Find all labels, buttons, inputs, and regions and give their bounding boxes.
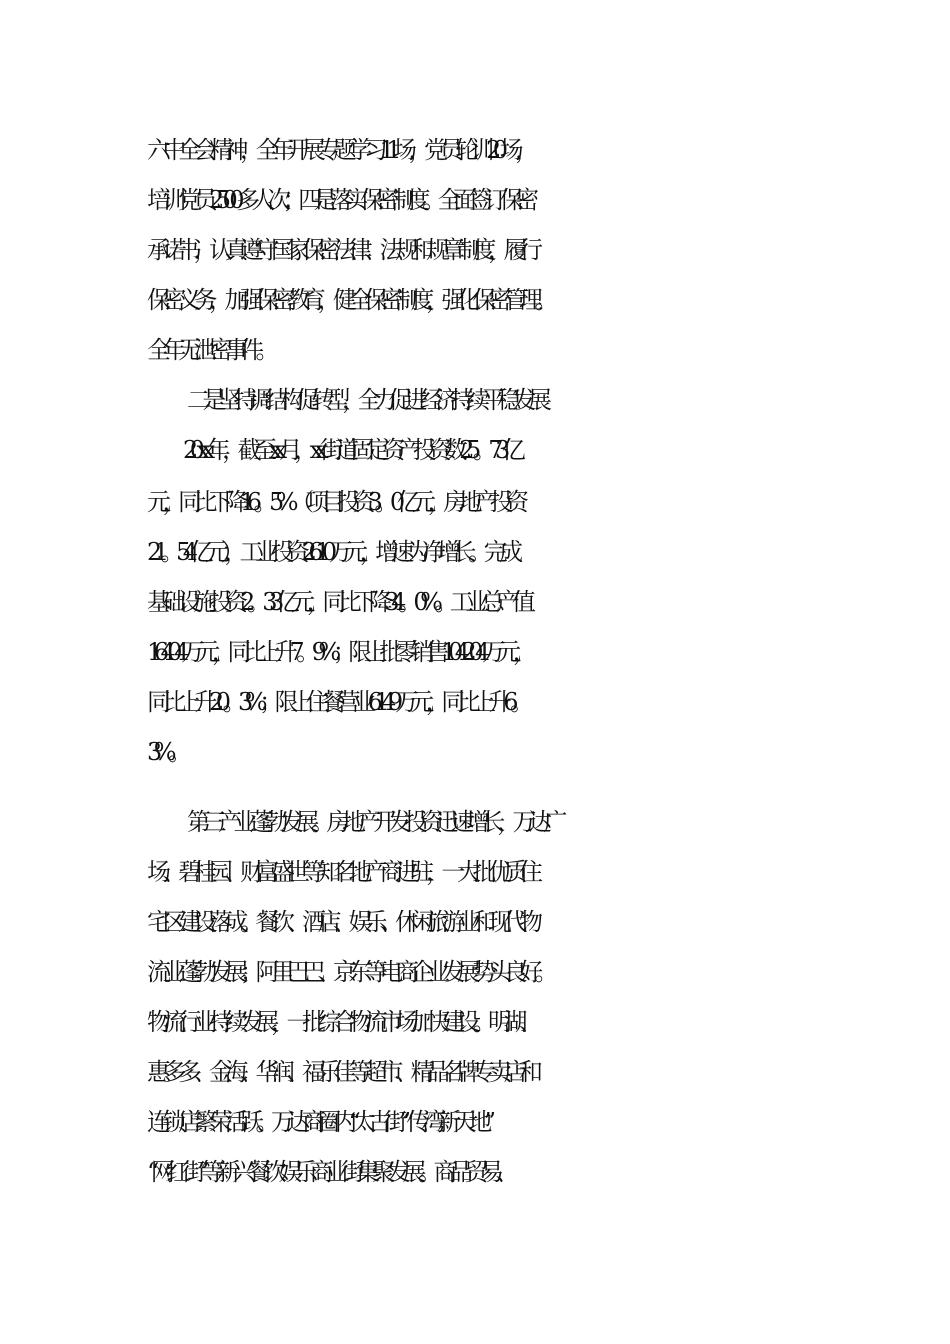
text-line: “网红街”等新兴餐饮娱乐商业街集聚发展。商品贸易、 [147,1158,512,1186]
text-line: 六中全会精神，全年开展专题学习11场，党员轮训20场， [147,136,531,164]
text-line: 3%。 [147,738,184,766]
text-line: 培训党员2500多人次；四是落实保密制度。全面签订保密 [147,186,531,214]
text-line: 元，同比下降16。5%（项目投资3。0亿元，房地产投资 [147,488,521,516]
text-line: 20xx年，截至xx月，xx街道固定资产投资数25。73亿 [183,436,518,464]
text-line: 惠多多、金海、华润、福乐佳等超市、精品名牌专卖店和 [147,1058,535,1086]
text-line: 场、碧桂园、财富盛世等知名地产商进驻，一大批优质住 [147,858,535,886]
text-line: 全年无泄密事件。 [147,336,271,364]
text-line: 第三产业蓬勃发展。房地产开发投资迅速增长，万达广 [187,808,559,836]
text-line: 连锁店繁荣活跃。万达商圈内“太古街”“传湾新天地” [147,1108,488,1136]
text-line: 基础设施投资2。33亿元，同比下降34。0%。工业总产值 [147,588,528,616]
text-line: 物流行业持续发展，一批综合物流市场加快建设。明湖、 [147,1008,535,1036]
text-line: 同比上升20。3%；限上住餐营业6149万元，同比上升6。 [147,688,526,716]
text-line: 21。54亿元），工业投资2610万元，增速为净增长。完成 [147,538,515,566]
text-line: 16404万元，同比上升7。9%；限上批零销售104204万元， [147,638,529,666]
text-line: 承诺书，认真遵守国家保密法律、法规和规章制度，履行 [147,236,535,264]
text-line: 宅区建设落成。餐饮、酒店、娱乐、休闲旅游业和现代物 [147,908,535,936]
text-line: 保密义务，加强保密教育，健全保密制度，强化保密管理。 [147,286,550,314]
section-heading: 二是坚持调结构促转型，全力促进经济持续平稳发展 [187,386,544,414]
text-line: 流业蓬勃发展；阿里巴巴、京东等电商企业发展势头良好。 [147,958,550,986]
